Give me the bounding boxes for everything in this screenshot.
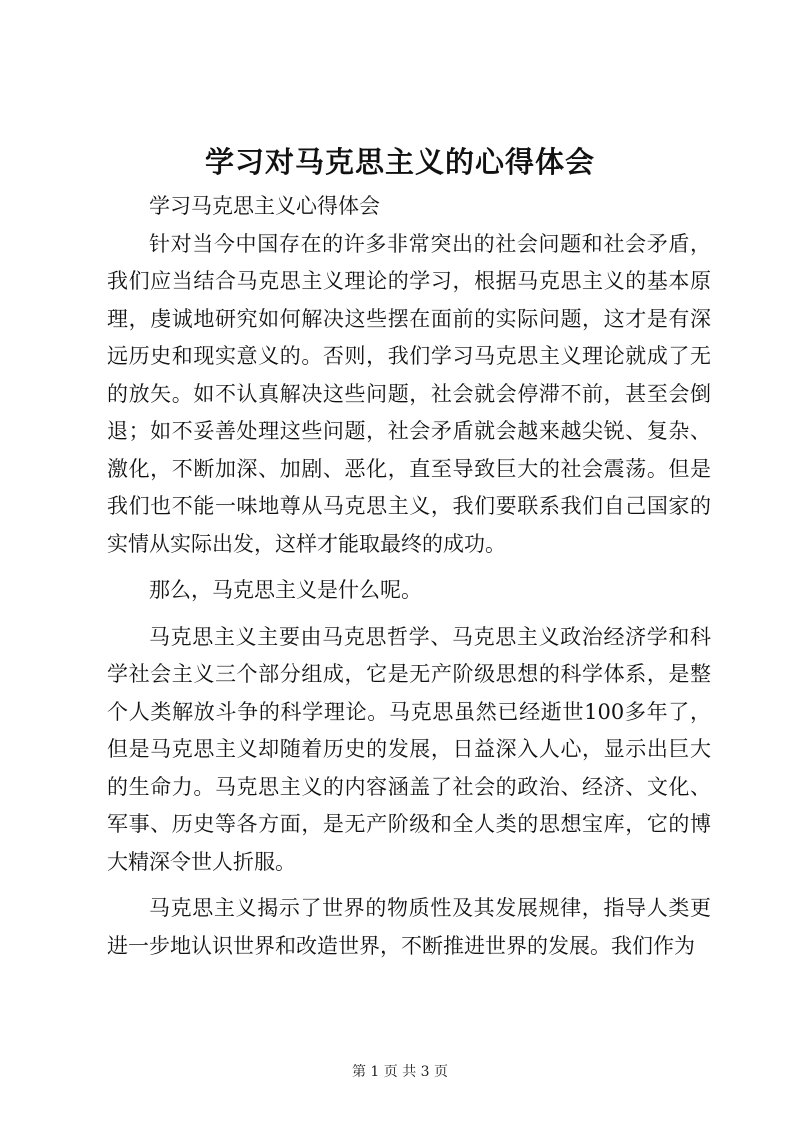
page-number-footer: 第 1 页 共 3 页: [351, 1064, 449, 1080]
body-paragraph: 马克思主义揭示了世界的物质性及其发展规律，指导人类更进一步地认识世界和改造世界，不断推进世界的发展。我们作为: [107, 896, 711, 958]
body-paragraph: 针对当今中国存在的许多非常突出的社会问题和社会矛盾，我们应当结合马克思主义理论的学习，根据马克思主义的基本原理，虔诚地研究如何解决这些摆在面前的实际问题，这才是有深远历史和现实意义的。否则，我们学习马克思主义理论就成了无的放矢。如不认真解决这些问题，社会就会停滞不前，甚至会倒退；如不妥善处理这些问题，社会矛盾就会越来越尖锐、复杂、激化，不断加深、加剧、恶化，直至导致巨大的社会震荡。但是我们也不能一味地尊从马克思主义，我们要联系我们自己国家的实情从实际出发，这样才能取最终的成功。: [107, 231, 711, 556]
subtitle-paragraph: 学习马克思主义心得体会: [149, 194, 380, 218]
body-paragraph: 马克思主义主要由马克思哲学、马克思主义政治经济学和科学社会主义三个部分组成，它是无产阶级思想的科学体系，是整个人类解放斗争的科学理论。马克思虽然已经逝世100多年了，但是马克思主义却随着历史的发展，日益深入人心，显示出巨大的生命力。马克思主义的内容涵盖了社会的政治、经济、文化、军事、历史等各方面，是无产阶级和全人类的思想宝库，它的博大精深令世人折服。: [107, 624, 711, 874]
document-title: 学习对马克思主义的心得体会: [204, 145, 595, 179]
body-paragraph: 那么，马克思主义是什么呢。: [149, 578, 422, 602]
document-body: [107, 188, 711, 965]
